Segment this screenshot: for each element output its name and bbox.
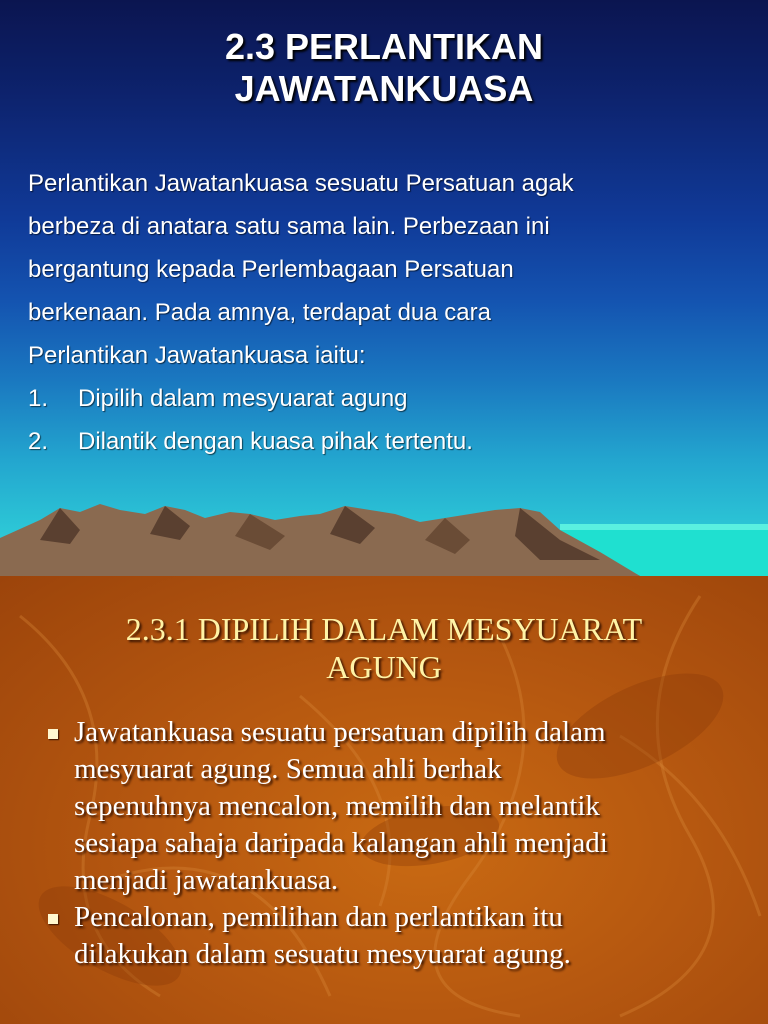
square-bullet-icon	[48, 729, 58, 739]
slide-1-title-line-1: 2.3 PERLANTIKAN	[224, 26, 544, 67]
slide-1-title	[0, 26, 768, 110]
bullet-item	[40, 899, 720, 973]
paragraph-line: Perlantikan Jawatankuasa iaitu:	[28, 342, 366, 369]
slide-2-title	[0, 610, 768, 686]
paragraph-line: berbeza di anatara satu sama lain. Perbezaan ini	[28, 213, 550, 240]
bullet-text	[74, 714, 608, 899]
bullet-list	[40, 714, 720, 973]
numbered-list-item	[28, 420, 728, 463]
slide-1-paragraph	[28, 162, 728, 377]
mountain-landscape	[0, 500, 768, 576]
list-number: 2.	[28, 428, 49, 455]
bullet-line: dilakukan dalam sesuatu mesyuarat agung.	[74, 938, 571, 970]
sea-highlight	[560, 524, 768, 530]
bullet-line: menjadi jawatankuasa.	[74, 864, 339, 896]
square-bullet-icon	[48, 914, 58, 924]
list-text: Dilantik dengan kuasa pihak tertentu.	[78, 428, 473, 455]
slide-2-title-line-1: 2.3.1 DIPILIH DALAM MESYUARAT	[125, 611, 643, 647]
paragraph-line: bergantung kepada Perlembagaan Persatuan	[28, 256, 514, 283]
numbered-list	[28, 377, 728, 463]
bullet-item	[40, 714, 720, 899]
bullet-line: Jawatankuasa sesuatu persatuan dipilih dalam	[74, 716, 606, 748]
bullet-line: Pencalonan, pemilihan dan perlantikan itu	[74, 901, 563, 933]
numbered-list-item	[28, 377, 728, 420]
list-number: 1.	[28, 385, 49, 412]
paragraph-line: berkenaan. Pada amnya, terdapat dua cara	[28, 299, 491, 326]
bullet-line: sesiapa sahaja daripada kalangan ahli menjadi	[74, 827, 608, 859]
slide-1-title-line-2: JAWATANKUASA	[234, 68, 534, 109]
slide-2-title-line-2: AGUNG	[326, 649, 442, 685]
bullet-line: mesyuarat agung. Semua ahli berhak	[74, 753, 502, 785]
paragraph-line: Perlantikan Jawatankuasa sesuatu Persatuan agak	[28, 170, 574, 197]
slide-1-body	[28, 162, 728, 463]
bullet-line: sepenuhnya mencalon, memilih dan melantik	[74, 790, 600, 822]
bullet-text	[74, 899, 571, 973]
slide-2	[0, 576, 768, 1024]
list-text: Dipilih dalam mesyuarat agung	[78, 385, 408, 412]
